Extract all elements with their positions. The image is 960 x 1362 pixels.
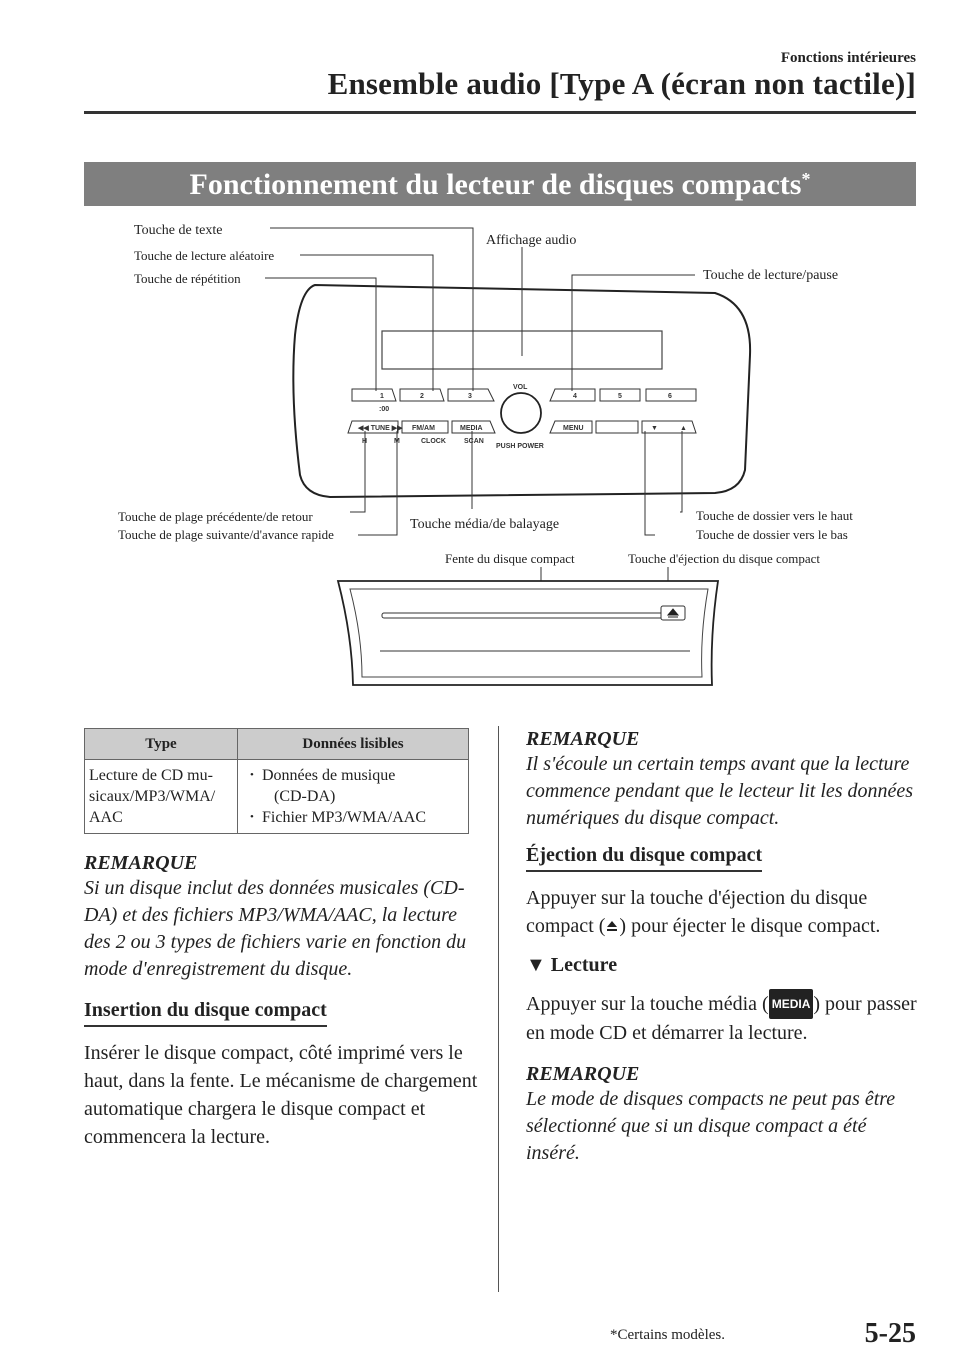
type-line: sicaux/MP3/WMA/ bbox=[89, 788, 216, 805]
label-repeat-button: Touche de répétition bbox=[134, 271, 241, 286]
table-cell-data bbox=[238, 760, 469, 834]
triangle-down-icon: ▼ bbox=[526, 954, 551, 976]
vol-label: VOL bbox=[513, 384, 528, 391]
label-folder-down: Touche de dossier vers le bas bbox=[696, 527, 848, 542]
table-cell-type bbox=[85, 760, 238, 834]
cd-slot bbox=[382, 613, 678, 618]
cd-unit-panel bbox=[338, 581, 718, 685]
readable-data-table bbox=[84, 728, 469, 834]
label-play-pause: Touche de lecture/pause bbox=[703, 268, 839, 283]
volume-knob[interactable] bbox=[501, 393, 541, 433]
down-label: ▼ bbox=[651, 425, 658, 432]
menu-label: MENU bbox=[563, 425, 584, 432]
page-title: Ensemble audio [Type A (écran non tactile)] bbox=[327, 66, 916, 101]
table-header-data: Données lisibles bbox=[238, 729, 469, 760]
section-label: Fonctions intérieures bbox=[780, 50, 916, 66]
label-random-button: Touche de lecture aléatoire bbox=[134, 248, 275, 263]
eject-text: Appuyer sur la touche d'éjection du disque compact ( ) pour éjecter le disque compact. bbox=[526, 887, 881, 937]
btn-2-label: 2 bbox=[420, 393, 424, 400]
media-label: MEDIA bbox=[460, 425, 483, 432]
note-text: Le mode de disques compacts ne peut pas être sélectionné que si un disque compact a été inséré. bbox=[526, 1088, 896, 1164]
label-track-prev: Touche de plage précédente/de retour bbox=[118, 509, 313, 524]
list-item: • Données de musique (CD-DA) bbox=[252, 765, 464, 807]
eject-heading: Éjection du disque compact bbox=[526, 844, 762, 872]
label-media-scan: Touche média/de balayage bbox=[410, 517, 560, 532]
column-divider bbox=[498, 726, 499, 1292]
tune-label: ◀◀ TUNE ▶▶ bbox=[358, 425, 403, 432]
header-rule bbox=[84, 111, 916, 114]
note-heading: REMARQUE bbox=[84, 852, 198, 874]
scan-label: SCAN bbox=[464, 438, 484, 445]
banner-title: Fonctionnement du lecteur de disques compacts bbox=[189, 168, 802, 201]
note-text: Si un disque inclut des données musicales (CD-DA) et des fichiers MP3/WMA/AAC, la lecture des 2 ou 3 types de fichiers varie en fonction du mode d'enregistrement du disque. bbox=[84, 877, 467, 980]
insert-heading: Insertion du disque compact bbox=[84, 999, 327, 1027]
note-text: Il s'écoule un certain temps avant que la lecture commence pendant que le lecteur lit les données numériques du disque compact. bbox=[526, 753, 914, 829]
btn-4-label: 4 bbox=[573, 393, 577, 400]
h-label: H bbox=[362, 438, 368, 445]
label-audio-display: Affichage audio bbox=[486, 233, 577, 248]
fmam-label: FM/AM bbox=[412, 425, 435, 432]
clock-label: CLOCK bbox=[421, 438, 446, 445]
media-button-icon: MEDIA bbox=[769, 989, 814, 1019]
right-column bbox=[526, 728, 921, 1167]
label-text-button: Touche de texte bbox=[134, 223, 223, 238]
insert-text: Insérer le disque compact, côté imprimé vers le haut, dans la fente. Le mécanisme de chargement automatique chargera le disque compact et commencera la lecture. bbox=[84, 1042, 478, 1148]
m-label: M bbox=[394, 438, 400, 445]
push-power-label: PUSH POWER bbox=[496, 443, 544, 450]
type-line: AAC bbox=[89, 809, 123, 826]
eject-icon bbox=[605, 919, 619, 933]
btn-6-label: 6 bbox=[668, 393, 672, 400]
up-label: ▲ bbox=[680, 425, 687, 432]
label-track-next: Touche de plage suivante/d'avance rapide bbox=[118, 527, 334, 542]
list-item: • Fichier MP3/WMA/AAC bbox=[252, 807, 464, 828]
btn-5-label: 5 bbox=[618, 393, 622, 400]
btn-1-label: 1 bbox=[380, 393, 384, 400]
page-number: 5-25 bbox=[864, 1318, 916, 1349]
label-eject: Touche d'éjection du disque compact bbox=[628, 551, 821, 566]
left-column bbox=[84, 852, 479, 1151]
table-row bbox=[85, 760, 469, 834]
label-folder-up: Touche de dossier vers le haut bbox=[696, 508, 853, 523]
footer-note: *Certains modèles. bbox=[610, 1327, 725, 1343]
section-banner bbox=[84, 162, 916, 206]
type-line: Lecture de CD mu- bbox=[89, 767, 213, 784]
play-heading: ▼ Lecture bbox=[526, 954, 618, 976]
label-cd-slot: Fente du disque compact bbox=[445, 551, 575, 566]
note-heading: REMARQUE bbox=[526, 728, 640, 750]
blank-button[interactable] bbox=[596, 421, 638, 433]
table-header-type: Type bbox=[85, 729, 238, 760]
audio-unit-diagram bbox=[100, 215, 900, 710]
btn-3-label: 3 bbox=[468, 393, 472, 400]
table-header-row bbox=[85, 729, 469, 760]
banner-asterisk: * bbox=[801, 169, 811, 189]
btn-sub-label: :00 bbox=[379, 406, 390, 413]
play-text: Appuyer sur la touche média ( MEDIA ) pour passer en mode CD et démarrer la lecture. bbox=[526, 989, 921, 1047]
preset-1-button[interactable] bbox=[352, 389, 396, 401]
note-heading: REMARQUE bbox=[526, 1063, 640, 1085]
